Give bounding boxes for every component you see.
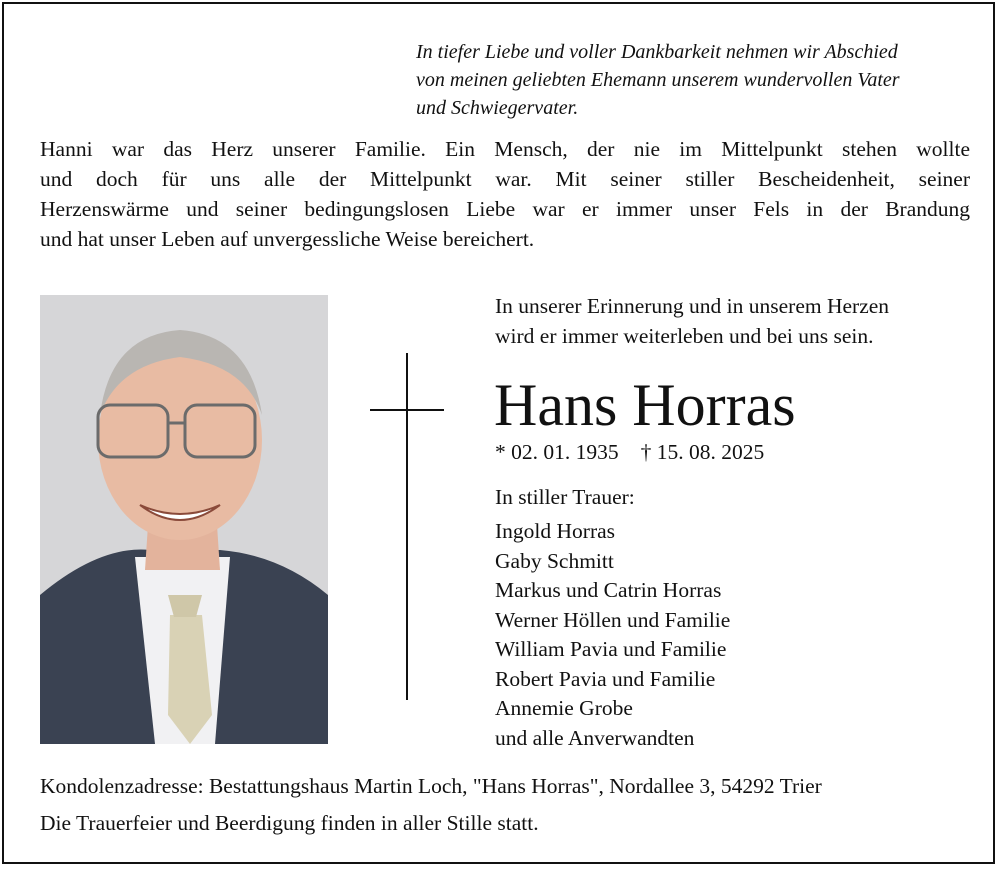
mourner-item: William Pavia und Familie [495, 637, 727, 661]
ceremony-note: Die Trauerfeier und Beerdigung finden in aller Stille statt. [40, 811, 539, 835]
intro-text [416, 38, 976, 122]
mourners-list [495, 517, 730, 753]
mourner-item: Markus und Catrin Horras [495, 578, 722, 602]
tribute-line: Herzenswärme und seiner bedingungslosen Liebe war er immer unser Fels in der Brandung [40, 197, 970, 221]
death-date: † 15. 08. 2025 [640, 440, 765, 464]
life-dates [495, 438, 764, 466]
mourning-heading: In stiller Trauer: [495, 485, 635, 509]
intro-line: und Schwiegervater. [416, 97, 579, 119]
deceased-name: Hans Horras [494, 372, 796, 438]
mourner-item: Werner Höllen und Familie [495, 607, 731, 632]
mourner-item: Annemie Grobe [495, 696, 633, 720]
intro-line: von meinen geliebten Ehemann unserem wundervollen Vater [416, 69, 900, 91]
cross-vertical [406, 353, 408, 700]
memory-line: wird er immer weiterleben und bei uns sein. [495, 324, 874, 348]
tribute-line: Hanni war das Herz unserer Familie. Ein Mensch, der nie im Mittelpunkt stehen wollte [40, 137, 970, 161]
obituary-frame [2, 2, 995, 864]
mourner-item: Robert Pavia und Familie [495, 666, 716, 691]
birth-date: * 02. 01. 1935 [495, 440, 619, 464]
portrait-photo [40, 295, 328, 744]
mourner-item: Gaby Schmitt [495, 548, 614, 573]
cross-horizontal [370, 409, 444, 411]
tribute-line: und hat unser Leben auf unvergessliche Weise bereichert. [40, 227, 535, 251]
mourner-item: Ingold Horras [495, 519, 616, 543]
memory-line: In unserer Erinnerung und in unserem Herzen [495, 294, 890, 318]
mourner-item: und alle Anverwandten [495, 725, 695, 750]
condolence-address: Kondolenzadresse: Bestattungshaus Martin Loch, "Hans Horras", Nordallee 3, 54292 Trier [40, 774, 822, 798]
tribute-paragraph [40, 134, 970, 254]
portrait-illustration [40, 295, 328, 744]
intro-line: In tiefer Liebe und voller Dankbarkeit nehmen wir Abschied [416, 41, 898, 63]
memory-text [495, 291, 889, 351]
tribute-line: und doch für uns alle der Mittelpunkt war. Mit seiner stiller Bescheidenheit, seiner [40, 167, 970, 191]
